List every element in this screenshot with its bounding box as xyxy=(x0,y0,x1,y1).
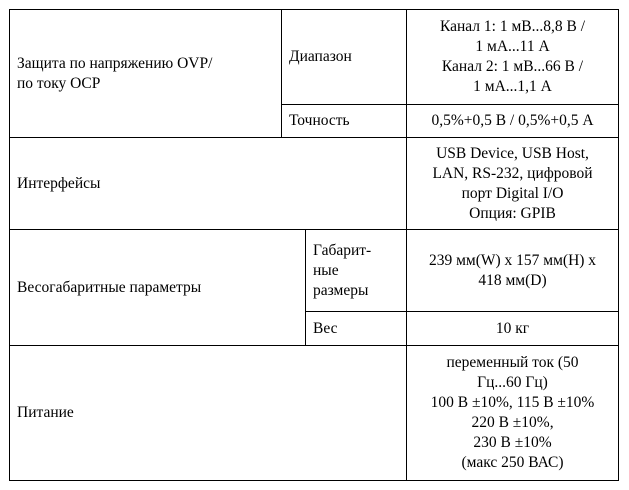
size-value: 239 мм(W) x 157 мм(H) x 418 мм(D) xyxy=(407,230,619,312)
accuracy-value: 0,5%+0,5 В / 0,5%+0,5 А xyxy=(407,105,619,138)
specifications-table xyxy=(9,9,619,481)
table-row-power xyxy=(10,346,619,481)
table-row-interfaces xyxy=(10,138,619,230)
table-row-dimensions xyxy=(10,230,619,312)
weight-label: Вес xyxy=(306,312,407,346)
interfaces-label: Интерфейсы xyxy=(10,138,407,230)
ovp-range-value: Канал 1: 1 мВ...8,8 В / 1 мА...11 А Канал 2: 1 мВ...66 В / 1 мА...1,1 А xyxy=(407,10,619,105)
dimensions-label: Весогабаритные параметры xyxy=(10,230,306,346)
size-label: Габарит- ные размеры xyxy=(306,230,407,312)
ovp-label: Защита по напряжению OVP/ по току OCP xyxy=(10,10,282,138)
ovp-range-label: Диапазон xyxy=(282,10,407,105)
interfaces-value: USB Device, USB Host, LAN, RS-232, цифровой порт Digital I/O Опция: GPIB xyxy=(407,138,619,230)
power-label: Питание xyxy=(10,346,407,481)
accuracy-label: Точность xyxy=(282,105,407,138)
power-value: переменный ток (50 Гц...60 Гц) 100 В ±10%, 115 В ±10% 220 В ±10%, 230 В ±10% (макс 250 ВАС) xyxy=(407,346,619,481)
table-row-ovp xyxy=(10,10,619,105)
weight-value: 10 кг xyxy=(407,312,619,346)
